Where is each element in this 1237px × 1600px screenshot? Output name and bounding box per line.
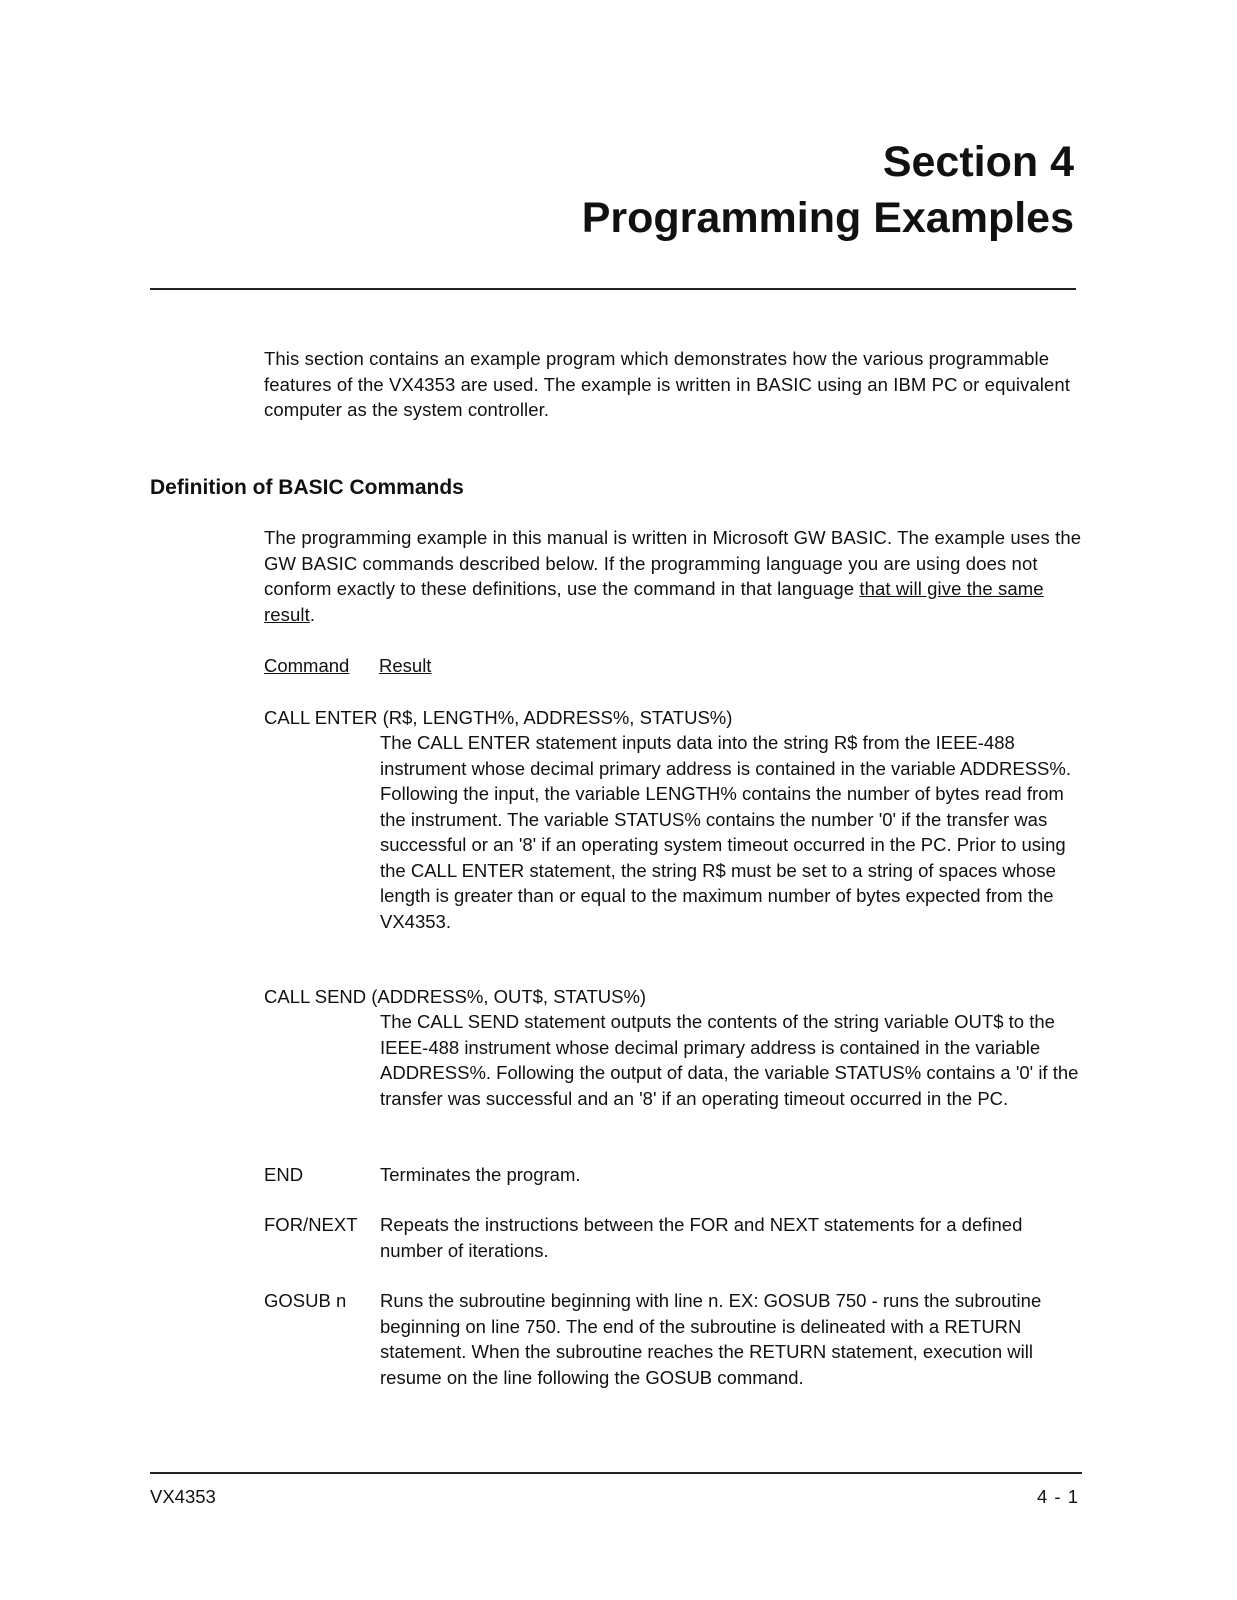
footer-page-number: 4 - 1 xyxy=(1036,1486,1079,1507)
command-desc-gosub: Runs the subroutine beginning with line n. EX: GOSUB 750 - runs the subroutine beginning on line 750. The end of the subroutine is delineated with a RETURN statement. When the subroutine reaches the RETURN statement, execution will resume on the line following the GOSUB command. xyxy=(380,1290,1042,1388)
definitions-intro-end: . xyxy=(309,603,316,625)
command-desc-for-next: Repeats the instructions between the FOR and NEXT statements for a defined number of iterations. xyxy=(380,1214,1023,1261)
command-desc-call-send: The CALL SEND statement outputs the contents of the string variable OUT$ to the IEEE-488 instrument whose decimal primary address is contained in the variable ADDRESS%. Following the output of data, the variable STATUS% contains a '0' if the transfer was successful and an '8' if an operating timeout occurred in the PC. xyxy=(380,1011,1079,1109)
definitions-intro-underlined: that will give the same result xyxy=(264,578,1044,625)
column-headers xyxy=(264,653,432,678)
command-desc-call-enter: The CALL ENTER statement inputs data into the string R$ from the IEEE-488 instrument whose decimal primary address is contained in the variable ADDRESS%. Following the input, the variable LENGTH% contains the number of bytes read from the instrument. The variable STATUS% contains the number '0' if the transfer was successful or an '8' if an operating system timeout occurred in the PC. Prior to using the CALL ENTER statement, the string R$ must be set to a string of spaces whose length is greater than or equal to the maximum number of bytes expected from the VX4353. xyxy=(380,732,1071,932)
command-name-call-send: CALL SEND (ADDRESS%, OUT$, STATUS%) xyxy=(264,986,647,1007)
command-name-end: END xyxy=(264,1164,304,1185)
column-header-command: Command xyxy=(264,655,350,676)
command-name-for-next: FOR/NEXT xyxy=(264,1214,358,1235)
definitions-intro-paragraph xyxy=(264,525,1094,627)
column-header-result: Result xyxy=(379,655,432,676)
top-divider xyxy=(150,288,1076,290)
bottom-divider xyxy=(150,1472,1082,1474)
footer-product: VX4353 xyxy=(150,1486,216,1507)
intro-paragraph: This section contains an example program which demonstrates how the various programmable features of the VX4353 are used. The example is written in BASIC using an IBM PC or equivalent computer as the system controller. xyxy=(264,348,1071,420)
definitions-intro-text: The programming example in this manual is written in Microsoft GW BASIC. The example uses the GW BASIC commands described below. If the programming language you are using does not conform exactly to these definitions, use the command in that language xyxy=(264,527,1082,599)
section-label: Section 4 xyxy=(882,138,1074,186)
command-name-call-enter: CALL ENTER (R$, LENGTH%, ADDRESS%, STATUS%) xyxy=(264,707,733,728)
definitions-heading: Definition of BASIC Commands xyxy=(150,476,464,499)
section-heading xyxy=(582,134,1074,246)
command-desc-end: Terminates the program. xyxy=(380,1164,581,1185)
section-title: Programming Examples xyxy=(581,194,1074,242)
command-name-gosub: GOSUB n xyxy=(264,1290,347,1311)
